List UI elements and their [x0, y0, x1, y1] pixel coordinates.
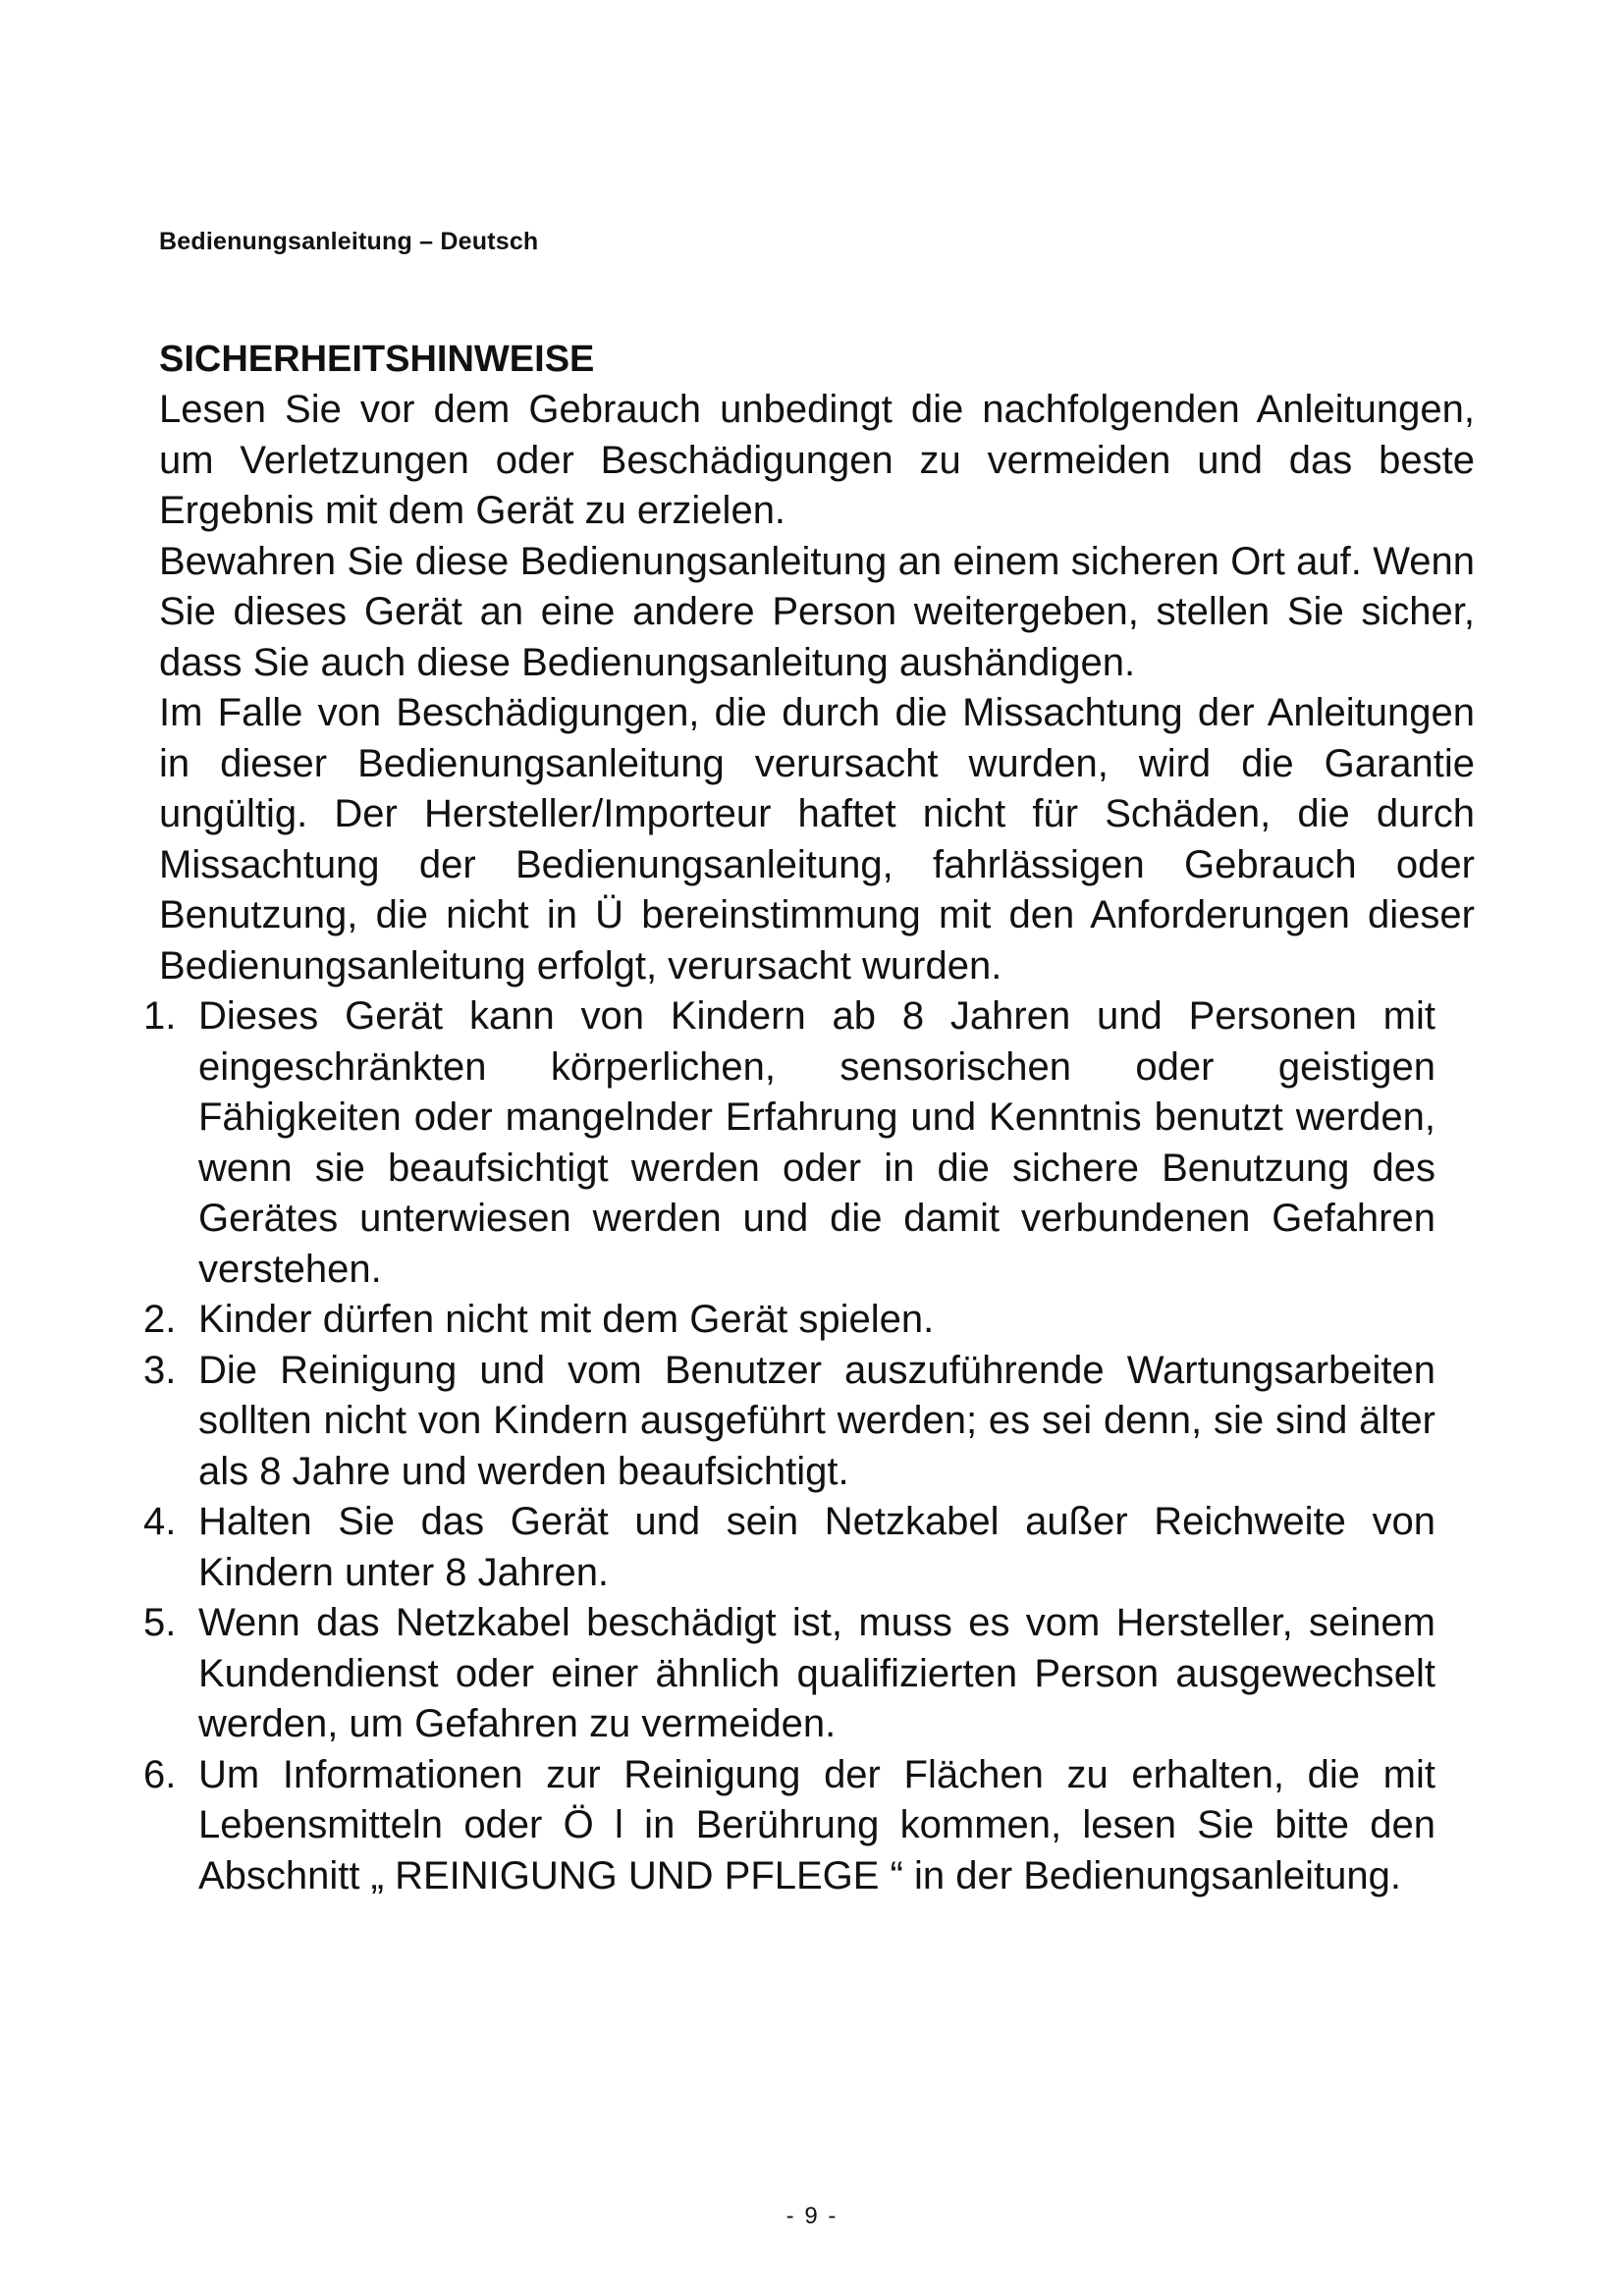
section-title: SICHERHEITSHINWEISE — [159, 339, 595, 380]
item-text: Halten Sie das Gerät und sein Netzkabel außer Reichweite von Kindern unter 8 Jahren. — [198, 1500, 1435, 1594]
safety-item — [143, 1295, 1435, 1346]
item-number: 3. — [143, 1348, 177, 1392]
item-number: 5. — [143, 1601, 177, 1644]
item-text: Um Informationen zur Reinigung der Flächen zu erhalten, die mit Lebensmitteln oder Ö l in Berührung kommen, lesen Sie bitte den Abschnitt „ REINIGUNG UND PFLEGE “ in der Bedienungsanleitung. — [198, 1752, 1435, 1897]
item-number: 1. — [143, 994, 177, 1038]
safety-list — [143, 991, 1475, 1901]
item-number: 6. — [143, 1752, 177, 1796]
safety-item — [143, 1497, 1435, 1598]
item-text: Kinder dürfen nicht mit dem Gerät spielen. — [198, 1298, 935, 1341]
warranty-paragraph: Im Falle von Beschädigungen, die durch die Missachtung der Anleitungen in dieser Bedienungsanleitung verursacht wurden, wird die Garantie ungültig. Der Hersteller/Importeur haftet nicht für Schäden, die durch Missachtung der Bedienungsanleitung, fahrlässigen Gebrauch oder Benutzung, die nicht in Ü bereinstimmung mit den Anforderungen dieser Bedienungsanleitung erfolgt, verursacht wurden. — [159, 691, 1475, 988]
safety-item — [143, 1598, 1435, 1750]
safety-section — [143, 334, 1475, 1901]
running-header: Bedienungsanleitung – Deutsch — [159, 228, 539, 255]
item-text: Dieses Gerät kann von Kindern ab 8 Jahren und Personen mit eingeschränkten körperlichen, sensorischen oder geistigen Fähigkeiten oder mangelnder Erfahrung und Kenntnis benutzt werden, wenn sie beaufsichtigt werden oder in die sichere Benutzung des Gerätes unterwiesen werden und die damit verbundenen Gefahren verstehen. — [198, 994, 1435, 1291]
item-number: 4. — [143, 1500, 177, 1543]
item-text: Wenn das Netzkabel beschädigt ist, muss es vom Hersteller, seinem Kundendienst oder einer ähnlich qualifizierten Person ausgewechselt werden, um Gefahren zu vermeiden. — [198, 1601, 1435, 1745]
item-text: Die Reinigung und vom Benutzer auszuführende Wartungsarbeiten sollten nicht von Kindern ausgeführt werden; es sei denn, sie sind älter als 8 Jahre und werden beaufsichtigt. — [198, 1348, 1435, 1493]
item-number: 2. — [143, 1298, 177, 1341]
intro-paragraph: Lesen Sie vor dem Gebrauch unbedingt die nachfolgenden Anleitungen, um Verletzungen oder Beschädigungen zu vermeiden und das beste Ergebnis mit dem Gerät zu erzielen. — [159, 388, 1475, 532]
safety-item — [143, 1346, 1435, 1498]
safety-item — [143, 1750, 1435, 1902]
storage-paragraph: Bewahren Sie diese Bedienungsanleitung an einem sicheren Ort auf. Wenn Sie dieses Gerät an eine andere Person weitergeben, stellen Sie sicher, dass Sie auch diese Bedienungsanleitung aushändigen. — [159, 539, 1475, 684]
safety-item — [143, 991, 1435, 1295]
page-number: - 9 - — [785, 2203, 839, 2229]
